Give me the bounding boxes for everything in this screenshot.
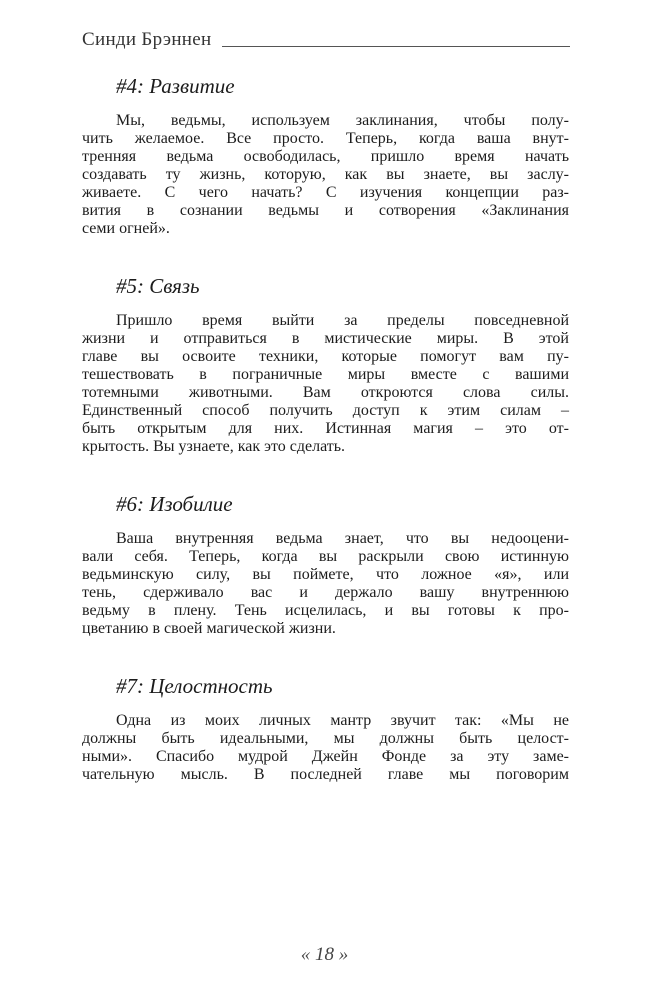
section-paragraph [82,712,569,784]
text-line: живаете. С чего начать? С изучения концепции раз- [82,184,569,201]
text-line: быть открытым для них. Истинная магия – это от- [82,420,569,437]
text-line: жизни и отправиться в мистические миры. В этой [82,330,569,347]
text-line: вития в сознании ведьмы и сотворения «Заклинания [82,202,569,219]
text-line: тренняя ведьма освободилась, пришло время начать [82,148,569,165]
text-line: Мы, ведьмы, используем заклинания, чтобы полу- [116,112,569,129]
running-head-author: Синди Брэннен [82,29,212,50]
text-line: ведьму в плену. Тень исцелилась, и вы готовы к про- [82,602,569,619]
text-line: чательную мысль. В последней главе мы поговорим [82,766,569,783]
section-heading: #6: Изобилие [116,492,233,516]
text-line: цветанию в своей магической жизни. [82,620,336,637]
text-line: должны быть идеальными, мы должны быть целост- [82,730,569,747]
text-line: семи огней». [82,220,170,237]
running-head [82,30,570,50]
text-line: Ваша внутренняя ведьма знает, что вы недооцени- [116,530,569,547]
section-paragraph [82,112,569,238]
section-heading: #5: Связь [116,274,200,298]
section-paragraph [82,530,569,638]
text-line: крытость. Вы узнаете, как это сделать. [82,438,346,455]
text-line: создавать ту жизнь, которую, как вы знаете, вы заслу- [82,166,569,183]
section-heading: #4: Развитие [116,74,235,98]
text-line: тешествовать в пограничные миры вместе с вашими [82,366,569,383]
section-development [82,72,569,238]
text-line: чить желаемое. Все просто. Теперь, когда ваша внут- [82,130,569,147]
text-line: Одна из моих личных мантр звучит так: «Мы не [116,712,569,729]
text-line: тень, сдерживало вас и держало вашу внутреннюю [82,584,569,601]
section-heading: #7: Целостность [116,674,273,698]
page-number: « 18 » [300,944,349,965]
text-line: Пришло время выйти за пределы повседневной [116,312,569,329]
text-line: Единственный способ получить доступ к этим силам – [82,402,569,419]
text-line: главе вы освоите техники, которые помогут вам пу- [82,348,569,365]
text-line: ными». Спасибо мудрой Джейн Фонде за эту заме- [82,748,569,765]
running-head-rule [222,46,570,47]
text-line: ведьминскую силу, вы поймете, что ложное «я», или [82,566,569,583]
section-connection [82,272,569,456]
section-wholeness [82,672,569,784]
section-abundance [82,490,569,638]
section-paragraph [82,312,569,456]
text-line: вали себя. Теперь, когда вы раскрыли свою истинную [82,548,569,565]
page-body [82,72,569,784]
text-line: тотемными животными. Вам откроются слова силы. [82,384,569,401]
